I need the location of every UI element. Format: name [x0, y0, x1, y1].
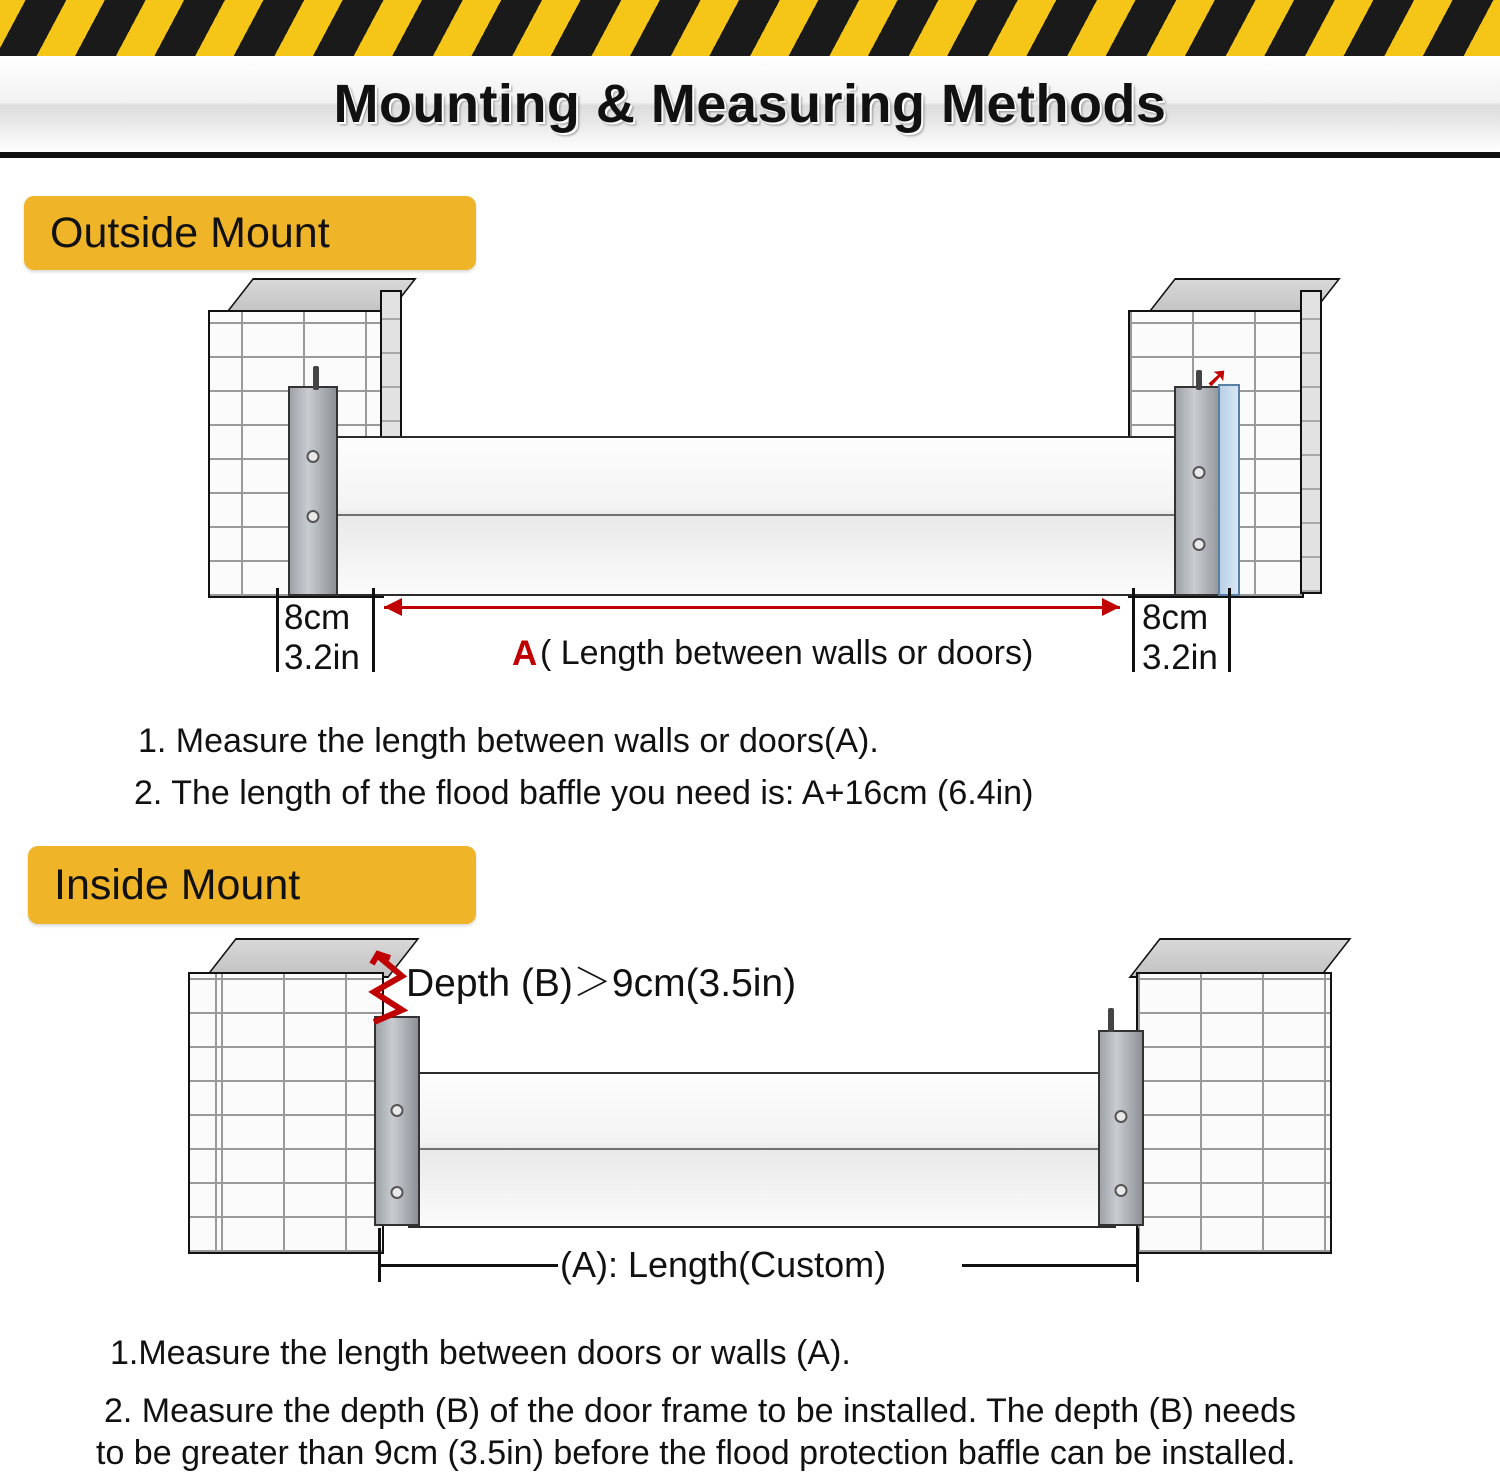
- flood-baffle-panel-outside: [330, 436, 1180, 596]
- inside-step-2a: 2. Measure the depth (B) of the door frame to be installed. The depth (B) needs: [104, 1392, 1296, 1430]
- dim-tick-right-inner: [1132, 588, 1135, 672]
- section-tag-outside-label: Outside Mount: [50, 208, 330, 257]
- dim-line-left-inside: [378, 1264, 558, 1267]
- mounting-bracket-left-outside: [288, 386, 338, 596]
- bracket-bolt-left: [313, 366, 319, 390]
- dim-tick-right-outer: [1228, 588, 1231, 672]
- inside-step-2b: to be greater than 9cm (3.5in) before the flood protection baffle can be installed.: [96, 1434, 1296, 1472]
- dim-tick-right-inside: [1136, 1228, 1139, 1282]
- depth-measure-arrow-icon: [364, 948, 412, 1026]
- dim-line-right-inside: [962, 1264, 1138, 1267]
- dim-label-right-cm: 8cm: [1142, 598, 1209, 637]
- dim-label-left-cm: 8cm: [284, 598, 351, 637]
- dim-label-left-in: 3.2in: [284, 638, 360, 677]
- wall-pillar-right-inside: [1120, 938, 1332, 1252]
- bracket-screw-hole: [391, 1186, 404, 1199]
- dim-tick-left-outer: [276, 588, 279, 672]
- bracket-bolt-right-inside: [1108, 1008, 1114, 1032]
- mounting-bracket-right-outside: [1174, 386, 1224, 596]
- depth-label: Depth (B)＞9cm(3.5in): [406, 962, 797, 1005]
- bracket-screw-hole: [307, 510, 320, 523]
- dimension-arrow-span-A: [384, 606, 1120, 609]
- baffle-seam: [410, 1148, 1114, 1150]
- hazard-stripe-banner: [0, 0, 1500, 63]
- bracket-screw-hole: [1193, 466, 1206, 479]
- baffle-seam: [332, 514, 1178, 516]
- bracket-bolt-right: [1196, 370, 1202, 390]
- section-tag-inside-mount: [28, 846, 476, 924]
- section-tag-inside-label: Inside Mount: [54, 860, 301, 909]
- section-tag-outside-mount: [24, 196, 476, 270]
- bracket-screw-hole: [307, 450, 320, 463]
- inside-step-1: 1.Measure the length between doors or walls (A).: [110, 1334, 851, 1372]
- bracket-screw-hole: [1115, 1184, 1128, 1197]
- inside-length-label: (A): Length(Custom): [560, 1244, 887, 1285]
- mounting-bracket-left-inside: [374, 1016, 420, 1226]
- title-banner: [0, 56, 1500, 158]
- span-label-text: ( Length between walls or doors): [540, 634, 1034, 672]
- bracket-screw-hole: [391, 1104, 404, 1117]
- pillar-brick-face: [188, 972, 384, 1254]
- outside-step-2: 2. The length of the flood baffle you need is: A+16cm (6.4in): [134, 774, 1034, 812]
- pillar-side-face: [1300, 290, 1322, 594]
- dim-tick-left-inner: [372, 588, 375, 672]
- seal-strip-right: [1218, 384, 1240, 596]
- dim-label-right-in: 3.2in: [1142, 638, 1218, 677]
- outside-step-1: 1. Measure the length between walls or doors(A).: [138, 722, 879, 760]
- seal-pointer-icon: ➚: [1206, 362, 1228, 392]
- bracket-screw-hole: [1193, 538, 1206, 551]
- span-label-letter-A: A: [512, 634, 538, 673]
- flood-baffle-panel-inside: [408, 1072, 1116, 1228]
- page-title: Mounting & Measuring Methods: [333, 74, 1167, 134]
- mounting-bracket-right-inside: [1098, 1030, 1144, 1226]
- bracket-screw-hole: [1115, 1110, 1128, 1123]
- pillar-brick-face: [1136, 972, 1332, 1254]
- dim-tick-left-inside: [378, 1228, 381, 1282]
